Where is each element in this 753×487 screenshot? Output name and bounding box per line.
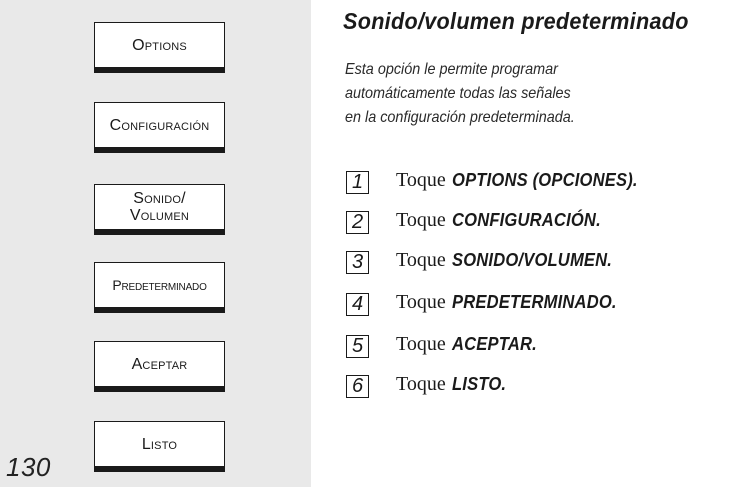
step-item	[346, 331, 544, 357]
configuracion-button[interactable]: Configuración	[94, 102, 225, 153]
step-item	[346, 207, 614, 233]
aceptar-button[interactable]: Aceptar	[94, 341, 225, 392]
step-item	[346, 289, 631, 315]
sonido-volumen-button[interactable]: Sonido/ Volumen	[94, 184, 225, 235]
step-number: 5	[346, 335, 369, 358]
step-item	[346, 371, 511, 397]
description-text: Esta opción le permite programar automáticamente todas las señales en la configuración predeterminada.	[345, 61, 575, 126]
step-verb: Toque	[396, 372, 446, 395]
step-verb: Toque	[396, 168, 446, 191]
step-target: LISTO.	[451, 373, 506, 394]
step-number: 2	[346, 211, 369, 234]
options-button[interactable]: Options	[94, 22, 225, 73]
step-number: 6	[346, 375, 369, 398]
step-verb: Toque	[396, 208, 446, 231]
listo-button[interactable]: Listo	[94, 421, 225, 472]
step-verb: Toque	[396, 332, 446, 355]
page-number: 130	[6, 452, 51, 482]
step-verb: Toque	[396, 290, 446, 313]
step-target: PREDETERMINADO.	[451, 291, 617, 312]
step-item	[346, 167, 654, 193]
button-sidebar	[0, 0, 311, 487]
step-number: 4	[346, 293, 369, 316]
step-item	[346, 247, 626, 273]
step-number: 1	[346, 171, 369, 194]
step-target: SONIDO/VOLUMEN.	[451, 249, 612, 270]
step-number: 3	[346, 251, 369, 274]
step-target: ACEPTAR.	[451, 333, 537, 354]
step-target: OPTIONS (OPCIONES).	[451, 169, 638, 190]
page-title: Sonido/volumen predeterminado	[343, 8, 689, 34]
step-target: CONFIGURACIÓN.	[451, 209, 601, 230]
predeterminado-button[interactable]: Predeterminado	[94, 262, 225, 313]
step-verb: Toque	[396, 248, 446, 271]
